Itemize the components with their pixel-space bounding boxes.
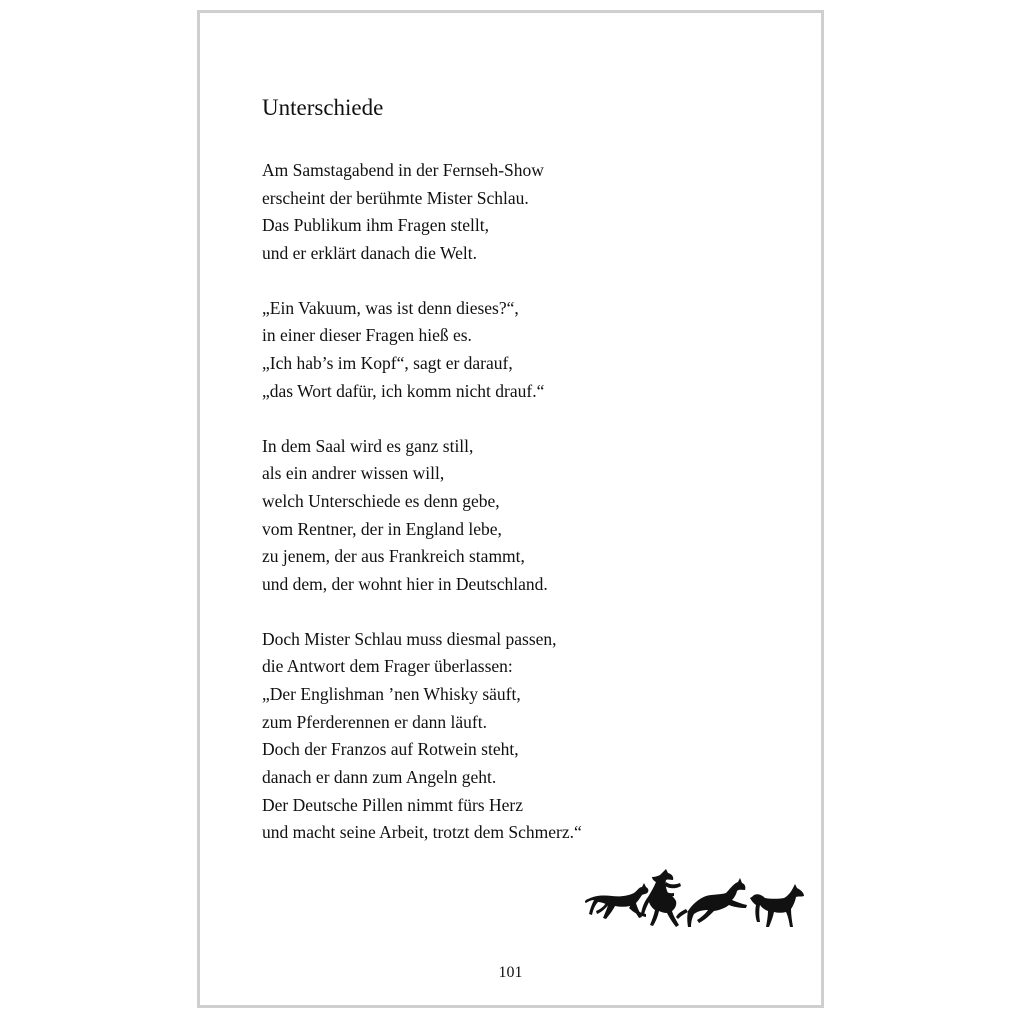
stanza (262, 433, 582, 599)
poem-line: In dem Saal wird es ganz still, (262, 435, 474, 456)
poem-line: und macht seine Arbeit, trotzt dem Schmerz.“ (262, 822, 582, 843)
book-page (197, 10, 824, 1008)
stanza (262, 295, 582, 406)
poem-line: „Ich hab’s im Kopf“, sagt er darauf, (262, 353, 513, 374)
poem-line: welch Unterschiede es denn gebe, (262, 490, 500, 511)
horses-ornament-icon (582, 865, 818, 935)
poem-body (262, 157, 582, 874)
page-number: 101 (498, 964, 523, 981)
poem-line: Doch der Franzos auf Rotwein steht, (262, 739, 519, 760)
rearing-horse-icon (641, 869, 681, 927)
poem-line: erscheint der berühmte Mister Schlau. (262, 187, 529, 208)
poem-line: danach er dann zum Angeln geht. (262, 767, 497, 788)
poem-line: als ein andrer wissen will, (262, 463, 445, 484)
poem-title: Unterschiede (262, 95, 384, 120)
poem-line: Doch Mister Schlau muss diesmal passen, (262, 628, 557, 649)
poem-line: zum Pferderennen er dann läuft. (262, 711, 487, 732)
poem-line: „das Wort dafür, ich komm nicht drauf.“ (262, 380, 545, 401)
poem-line: die Antwort dem Frager überlassen: (262, 656, 513, 677)
poem-line: zu jenem, der aus Frankreich stammt, (262, 546, 525, 567)
standing-horse-icon (750, 884, 804, 927)
poem-line: in einer dieser Fragen hieß es. (262, 325, 472, 346)
poem-line: „Der Englishman ’nen Whisky säuft, (262, 684, 521, 704)
stanza (262, 157, 582, 268)
galloping-horse-icon (585, 883, 648, 919)
poem-line: vom Rentner, der in England lebe, (262, 518, 502, 539)
poem-line: und er erklärt danach die Welt. (262, 243, 477, 264)
poem-line: Der Deutsche Pillen nimmt fürs Herz (262, 794, 523, 815)
stanza (262, 626, 582, 848)
poem-line: und dem, der wohnt hier in Deutschland. (262, 573, 548, 594)
poem-line: „Ein Vakuum, was ist denn dieses?“, (262, 297, 519, 318)
poem-line: Am Samstagabend in der Fernseh-Show (262, 160, 544, 180)
leaping-horse-icon (676, 878, 747, 927)
poem-line: Das Publikum ihm Fragen stellt, (262, 215, 490, 236)
